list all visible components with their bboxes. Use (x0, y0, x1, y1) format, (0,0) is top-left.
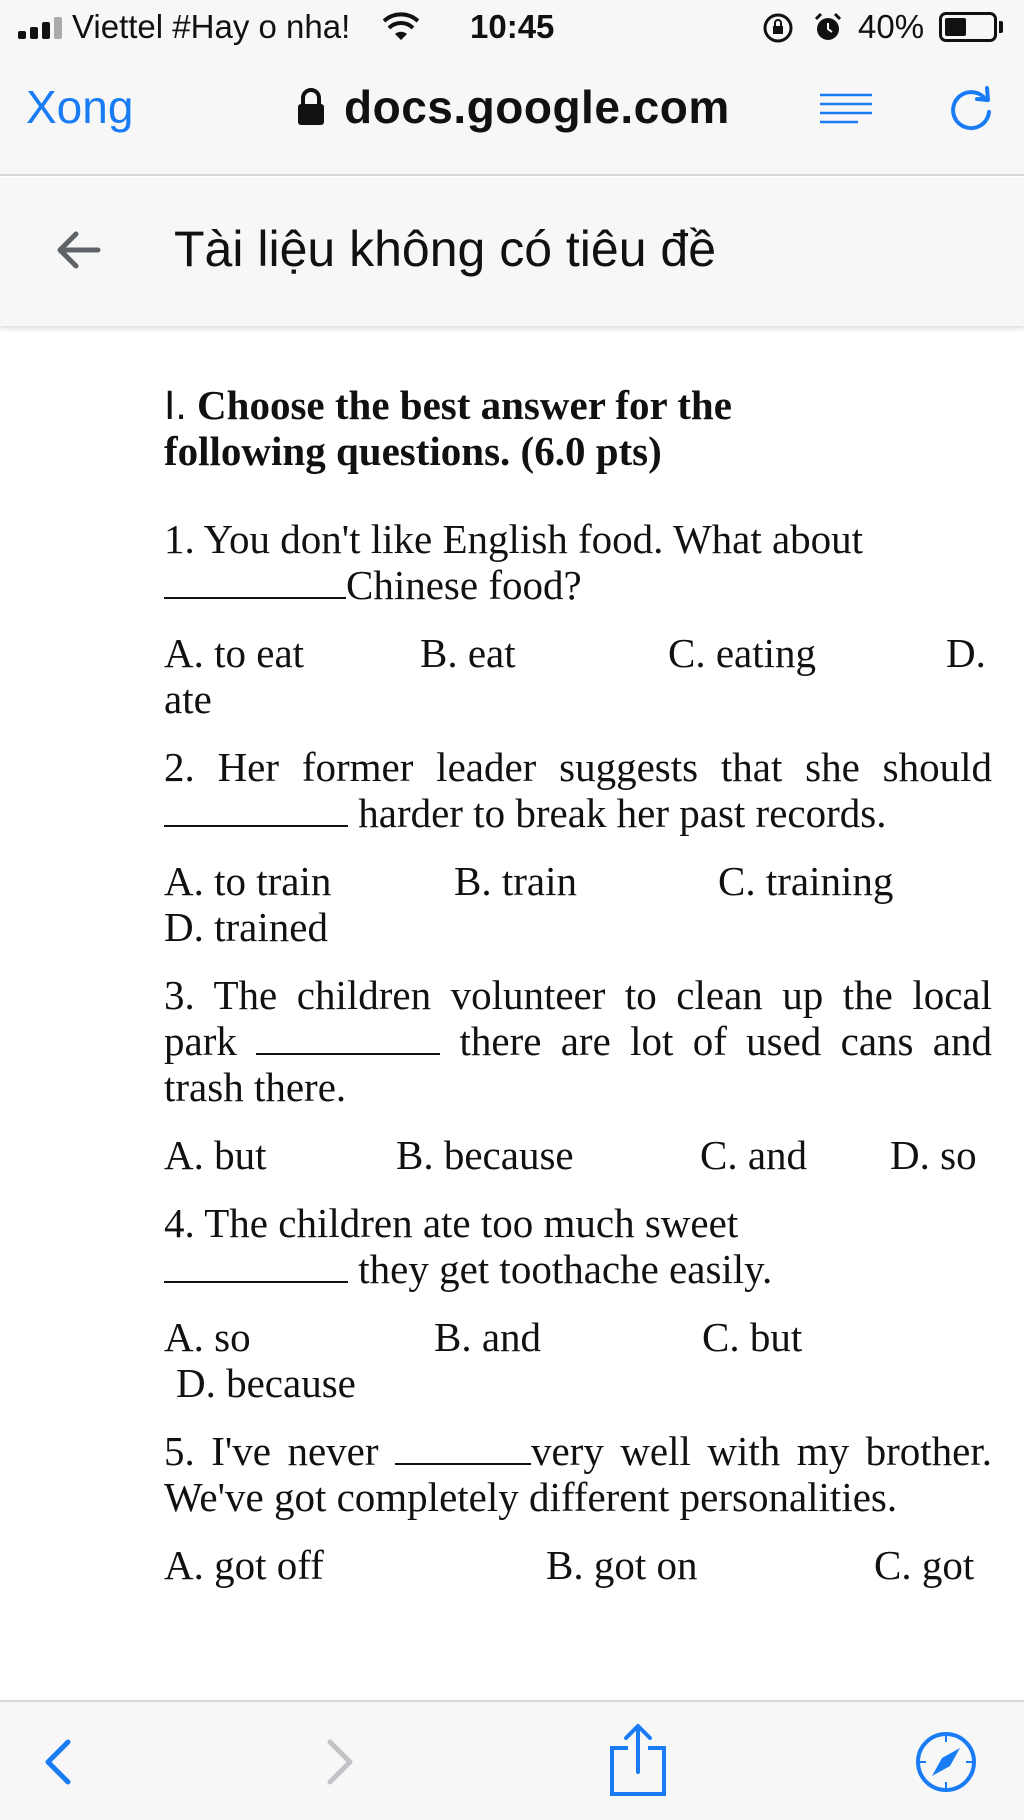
question-number: 4. (164, 1200, 195, 1246)
options-5 (164, 1542, 992, 1588)
question-text: there are lot of used cans and trash there. (164, 1018, 992, 1110)
answer-blank (164, 565, 346, 599)
battery-percent: 40% (858, 8, 925, 45)
question-text: You don't like English food. What about (203, 516, 864, 562)
option-c[interactable]: C. eating (668, 630, 817, 676)
option-d[interactable]: D. (946, 630, 986, 676)
option-d[interactable]: D. so (890, 1132, 977, 1178)
question-text: Chinese food? (346, 562, 582, 608)
question-number: 5. (164, 1428, 195, 1474)
battery-tip (999, 21, 1003, 33)
back-icon[interactable] (28, 1730, 92, 1794)
options-2 (164, 858, 992, 950)
question-3 (164, 972, 992, 1110)
section-heading (164, 382, 992, 474)
option-a[interactable]: A. so (164, 1314, 251, 1360)
battery-level-fill (945, 18, 966, 36)
option-b[interactable]: B. eat (420, 630, 516, 676)
options-4 (164, 1314, 992, 1406)
document-body (164, 382, 992, 1610)
answer-blank (164, 793, 348, 827)
question-text: very well with my brother. We've got completely different personalities. (164, 1428, 993, 1520)
done-button[interactable]: Xong (26, 81, 134, 133)
option-b[interactable]: B. train (454, 858, 577, 904)
status-bar (0, 0, 1024, 56)
option-c[interactable]: C. and (700, 1132, 808, 1178)
question-text: The children ate too much sweet (204, 1200, 739, 1246)
padlock-icon (296, 87, 326, 127)
option-a[interactable]: A. got off (164, 1542, 324, 1588)
forward-icon[interactable] (306, 1730, 370, 1794)
signal-strength-icon (18, 17, 64, 39)
safari-compass-icon[interactable] (914, 1730, 978, 1794)
question-text: The children volunteer to clean up the local park (164, 972, 993, 1064)
option-c[interactable]: C. but (702, 1314, 803, 1360)
option-d[interactable]: D. because (176, 1360, 356, 1406)
url-text: docs.google.com (344, 81, 730, 133)
question-number: 3. (164, 972, 195, 1018)
question-4 (164, 1200, 992, 1292)
option-b[interactable]: B. because (396, 1132, 574, 1178)
browser-bottom-toolbar (0, 1700, 1024, 1820)
option-d[interactable]: D. trained (164, 904, 328, 950)
option-a[interactable]: A. to eat (164, 630, 305, 676)
question-2 (164, 744, 992, 836)
carrier-name: Viettel #Hay o nha! (72, 8, 351, 45)
docs-header (0, 178, 1024, 326)
question-number: 2. (164, 744, 195, 790)
battery-icon (939, 12, 997, 42)
question-text: harder to break her past records. (358, 790, 887, 836)
browser-top-bar (0, 56, 1024, 176)
question-number: 1. (164, 516, 195, 562)
section-heading-line-1: Choose the best answer for the (197, 382, 732, 428)
answer-blank (256, 1021, 440, 1055)
section-heading-line-2: following questions. (6.0 pts) (164, 428, 662, 474)
option-b[interactable]: B. and (434, 1314, 542, 1360)
reader-view-icon[interactable] (818, 90, 874, 130)
section-number: I. (164, 382, 187, 428)
answer-blank (164, 1249, 348, 1283)
wifi-icon (383, 12, 419, 44)
share-icon[interactable] (604, 1722, 672, 1798)
alarm-icon (812, 11, 844, 43)
back-arrow-icon[interactable] (52, 224, 104, 276)
option-b[interactable]: B. got on (546, 1542, 698, 1588)
option-a[interactable]: A. but (164, 1132, 267, 1178)
question-text: I've never (211, 1428, 379, 1474)
option-a[interactable]: A. to train (164, 858, 332, 904)
reload-icon[interactable] (946, 84, 996, 134)
options-1 (164, 630, 992, 722)
rotation-lock-icon (762, 12, 794, 44)
question-text: they get toothache easily. (358, 1246, 773, 1292)
document-title: Tài liệu không có tiêu đề (174, 221, 717, 277)
question-1 (164, 516, 992, 608)
answer-blank (395, 1431, 531, 1465)
option-c[interactable]: C. training (718, 858, 894, 904)
option-d-wrap[interactable]: ate (164, 676, 212, 722)
options-3 (164, 1132, 992, 1178)
address-bar[interactable] (296, 80, 730, 134)
question-5 (164, 1428, 992, 1520)
question-text: Her former leader suggests that she should (217, 744, 992, 790)
clock: 10:45 (470, 8, 555, 45)
option-c[interactable]: C. got (874, 1542, 975, 1588)
